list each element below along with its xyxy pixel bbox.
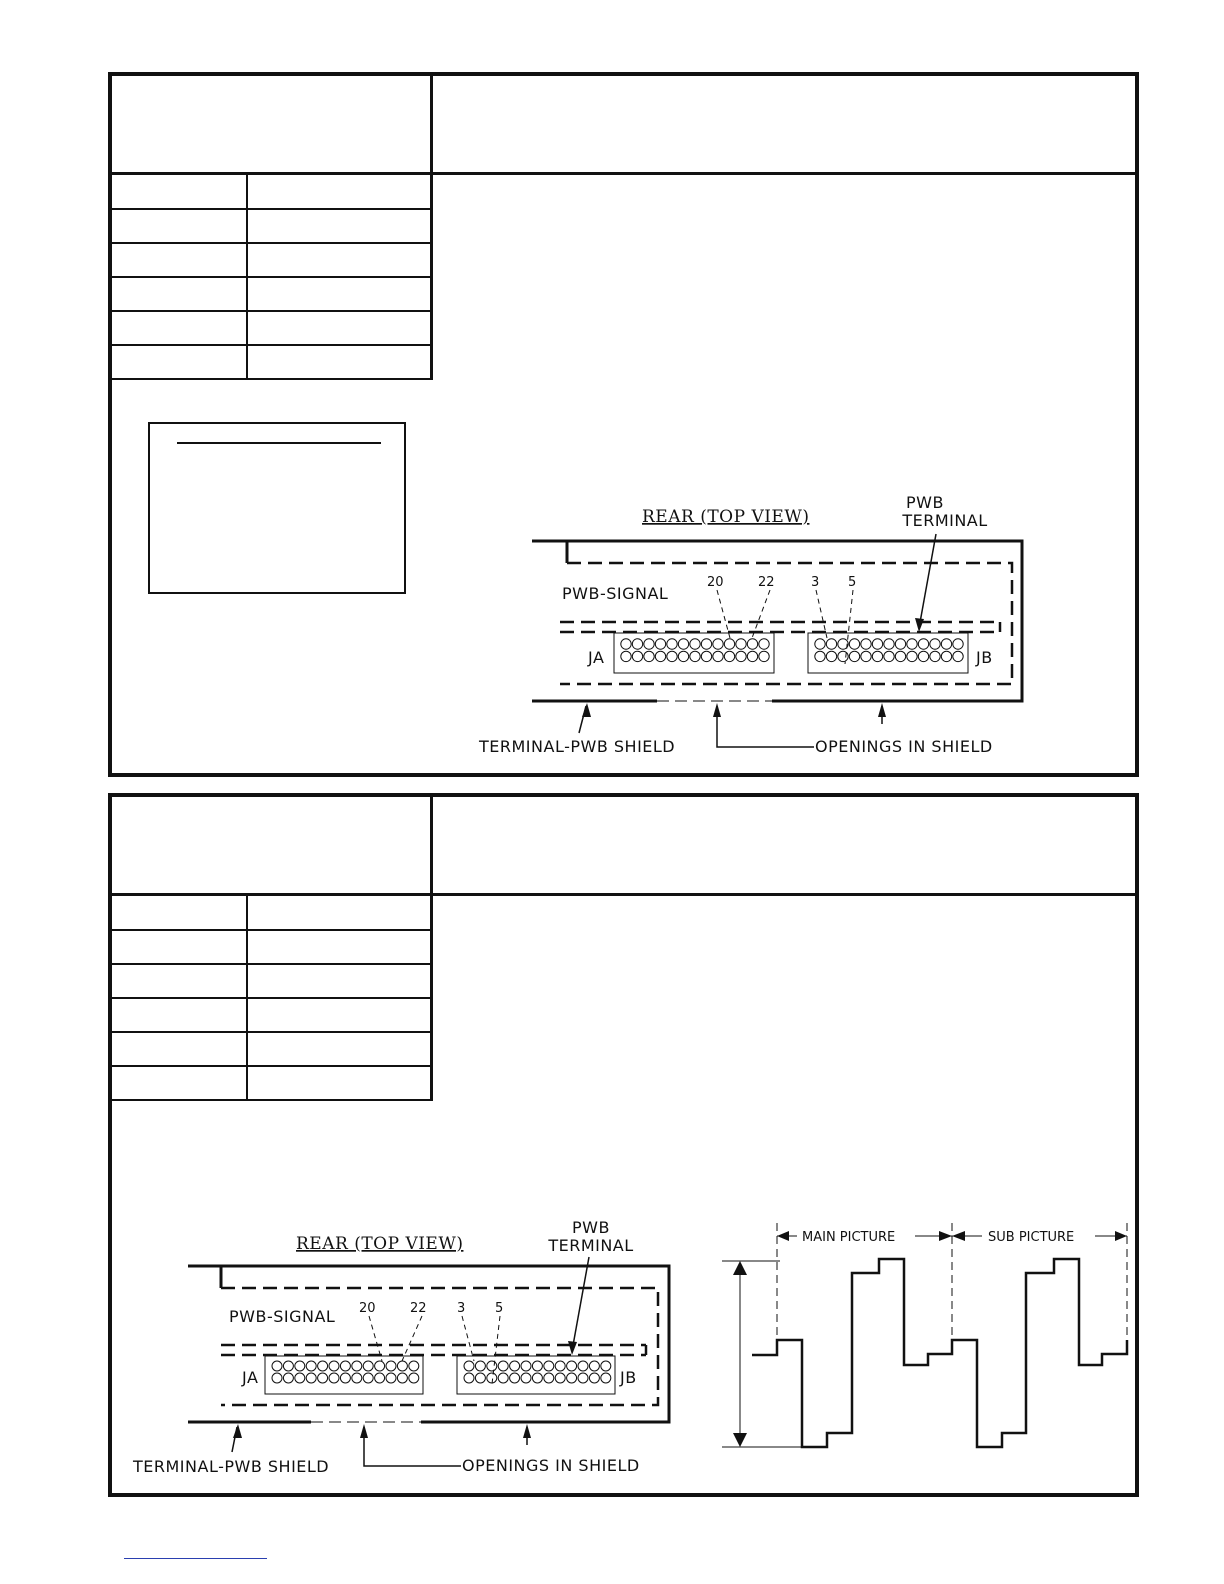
pin-22-label: 22 (758, 575, 775, 590)
panel-1-header-right (433, 76, 1135, 175)
main-picture-label: MAIN PICTURE (802, 1230, 896, 1245)
table-row (112, 277, 432, 311)
pin-22-label: 22 (410, 1301, 427, 1316)
panel-1-note-box (148, 422, 406, 594)
pwb-terminal-arrow (568, 1341, 577, 1355)
table-row (112, 896, 432, 930)
panel-2-header-left (112, 797, 433, 896)
pin-5-label: 5 (848, 575, 857, 590)
table-row (112, 311, 432, 345)
amplitude-arrow-bottom (733, 1433, 747, 1447)
table-row (112, 964, 432, 998)
pin-3-label: 3 (457, 1301, 466, 1316)
connector-ja-label: JA (242, 1368, 259, 1387)
connector-ja-label: JA (588, 648, 605, 667)
video-waveform-diagram (717, 1215, 1133, 1455)
sub-picture-label: SUB PICTURE (988, 1230, 1075, 1245)
amplitude-arrow-top (733, 1261, 747, 1275)
waveform-trace (752, 1259, 1127, 1447)
pwb-terminal-label-2: TERMINAL (548, 1236, 634, 1255)
table-row (112, 998, 432, 1032)
table-row (112, 930, 432, 964)
table-row (112, 175, 432, 209)
panel-2-rear-view-diagram (126, 1209, 686, 1479)
diagram-title: REAR (TOP VIEW) (296, 1234, 464, 1254)
panel-1-settings-table (112, 175, 433, 380)
connector-jb-label: JB (976, 648, 993, 667)
pwb-terminal-label-2: TERMINAL (902, 511, 988, 530)
table-row (112, 345, 432, 379)
panel-2-header-right (433, 797, 1135, 896)
pin-20-label: 20 (707, 575, 724, 590)
panel-2-settings-table (112, 896, 433, 1101)
pwb-signal-label: PWB-SIGNAL (562, 584, 669, 603)
panel-1-rear-view-diagram (472, 486, 1012, 756)
procedure-panel-1 (108, 72, 1139, 777)
pin-5-label: 5 (495, 1301, 504, 1316)
panel-1-header-left (112, 76, 433, 175)
procedure-panel-2 (108, 793, 1139, 1497)
chassis-outline (188, 1266, 669, 1422)
shield-label: TERMINAL-PWB SHIELD (479, 737, 676, 756)
table-row (112, 209, 432, 243)
pwb-terminal-label-1: PWB (572, 1218, 610, 1237)
footer-link-underline (124, 1558, 267, 1559)
note-box-rule (177, 442, 381, 444)
pwb-terminal-arrow (915, 618, 924, 632)
openings-label: OPENINGS IN SHIELD (815, 737, 993, 756)
table-row (112, 243, 432, 277)
pwb-terminal-label-1: PWB (906, 493, 944, 512)
table-row (112, 1032, 432, 1066)
pwb-signal-label: PWB-SIGNAL (229, 1307, 336, 1326)
connector-jb-label: JB (620, 1368, 637, 1387)
openings-label: OPENINGS IN SHIELD (462, 1456, 640, 1475)
pin-20-label: 20 (359, 1301, 376, 1316)
pin-3-label: 3 (811, 575, 820, 590)
shield-label: TERMINAL-PWB SHIELD (133, 1457, 330, 1476)
table-row (112, 1066, 432, 1100)
diagram-title: REAR (TOP VIEW) (642, 507, 810, 527)
